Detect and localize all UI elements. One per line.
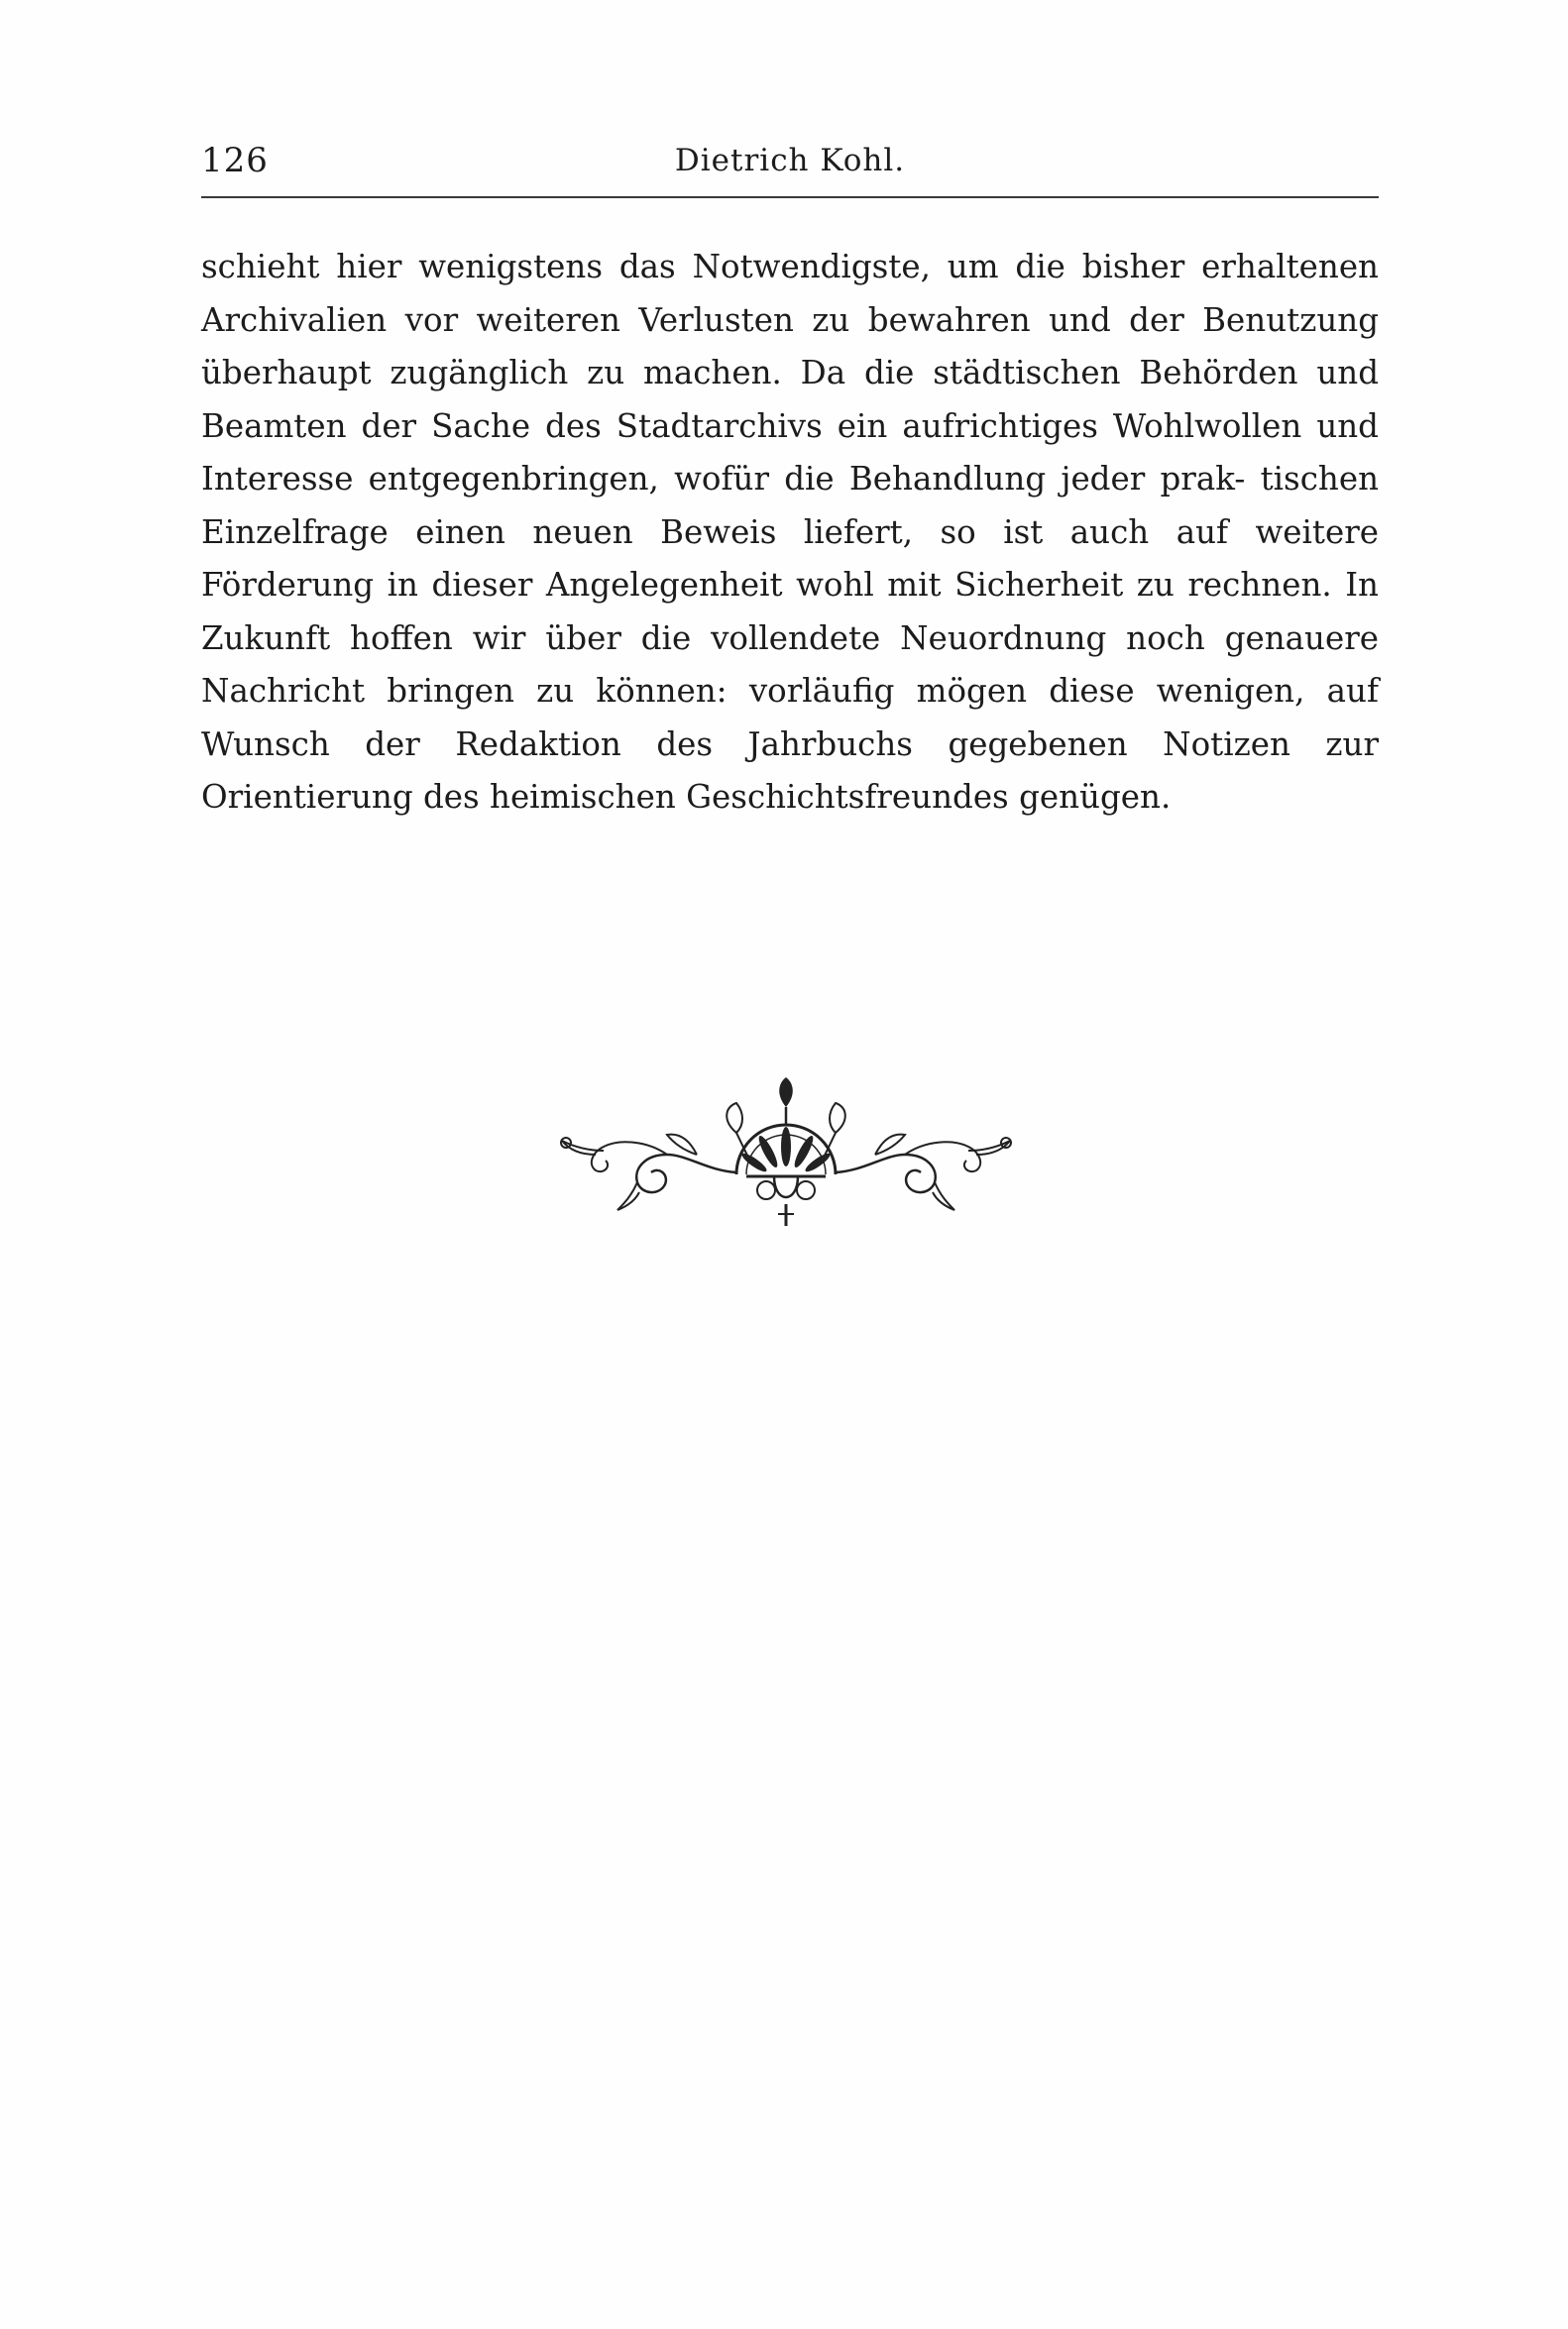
header-rule bbox=[201, 196, 1379, 198]
page-number: 126 bbox=[201, 141, 269, 180]
body-paragraph: schieht hier wenigstens das Notwendigste, um die bisher erhaltenen Archivalien vor weiteren Verlusten zu bewahren und der Benutzung überhaupt zugänglich zu machen. Da die städtischen Behörden und Beamten der Sache des Stadtarchivs ein aufrichtiges Wohlwollen und Interesse entgegenbringen, wofür die Behandlung jeder prak- tischen Einzelfrage einen neuen Beweis liefert, so ist auch auf weitere Förderung in dieser Angelegenheit wohl mit Sicherheit zu rechnen. In Zukunft hoffen wir über die vollendete Neuordnung noch genauere Nachricht bringen zu können: vorläufig mögen diese wenigen, auf Wunsch der Redaktion des Jahrbuchs gegebenen Notizen zur Orientierung des heimischen Geschichtsfreundes genügen. bbox=[201, 248, 1379, 816]
palmette-scroll-ornament-icon bbox=[548, 1055, 1024, 1234]
running-head: Dietrich Kohl. bbox=[674, 143, 906, 178]
page-header bbox=[201, 141, 1379, 188]
